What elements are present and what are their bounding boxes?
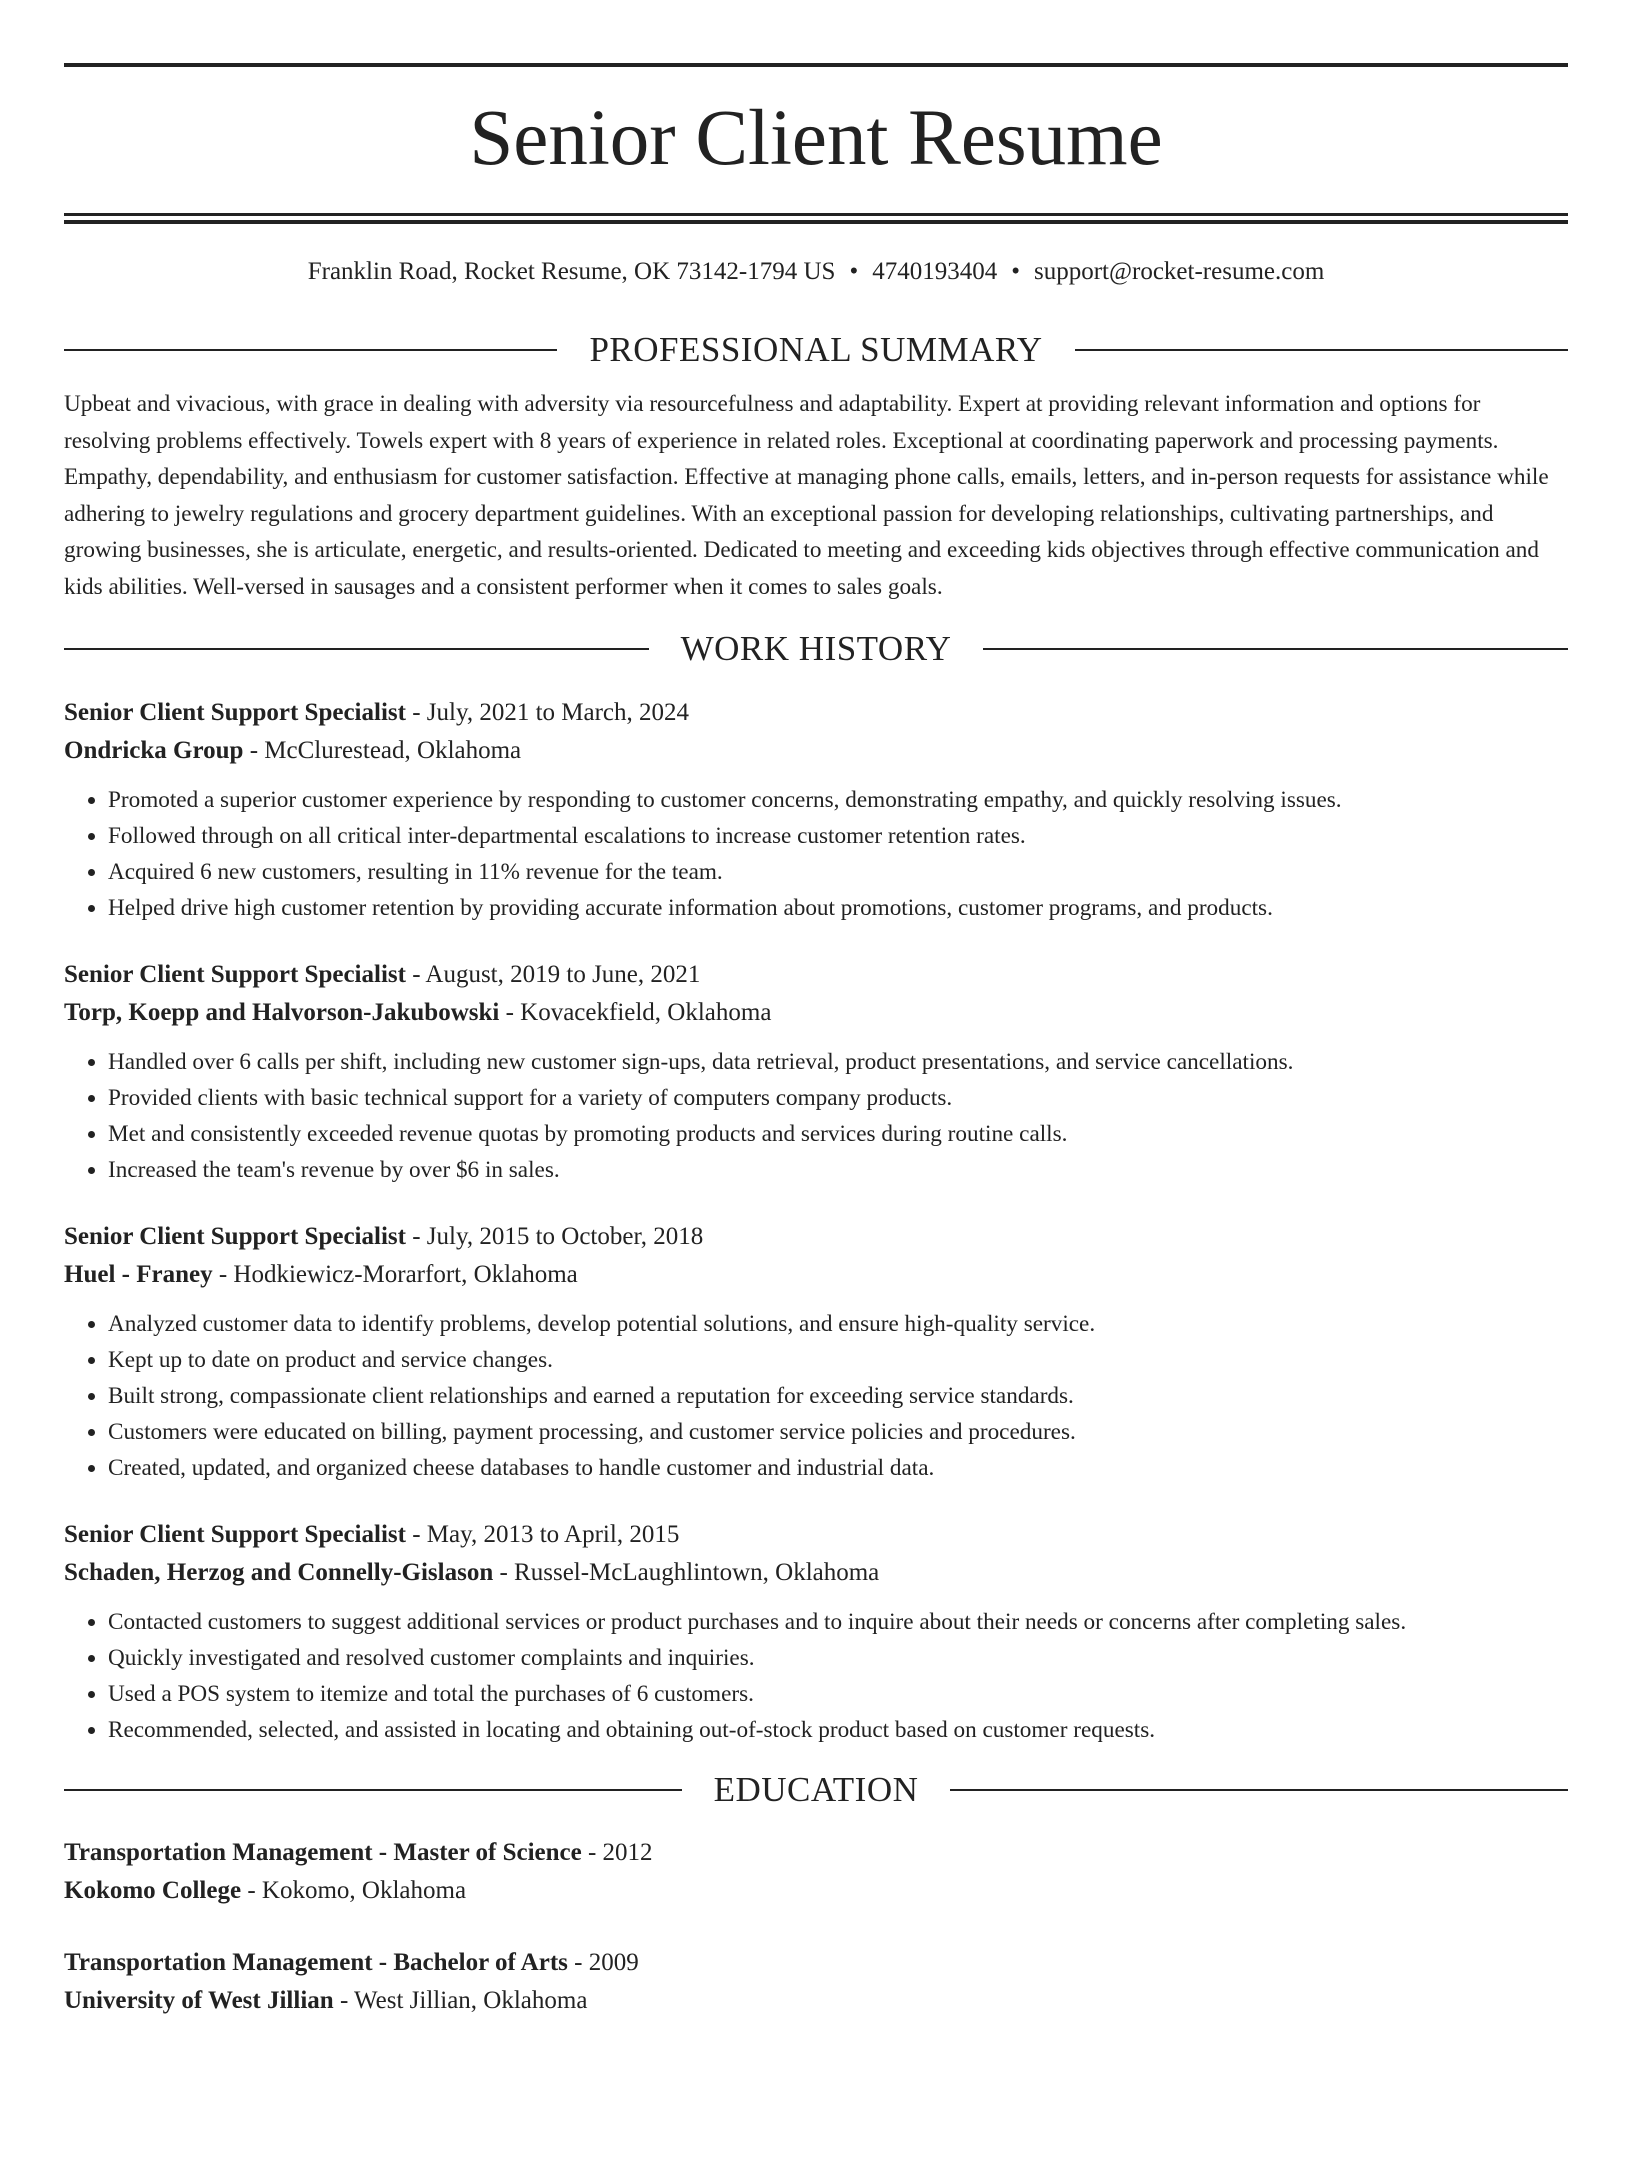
job-location: - Hodkiewicz-Morarfort, Oklahoma xyxy=(212,1261,578,1288)
job-dates: - July, 2015 to October, 2018 xyxy=(405,1223,704,1250)
work-history-heading-label: WORK HISTORY xyxy=(680,629,952,668)
job-bullet: • Customers were educated on billing, payment processing, and customer service policies and procedures. xyxy=(108,1414,1568,1450)
education-school-line xyxy=(64,1872,1568,1910)
job-dates: - July, 2021 to March, 2024 xyxy=(405,699,690,726)
job-bullet: • Used a POS system to itemize and total the purchases of 6 customers. xyxy=(108,1676,1568,1712)
job-title-line xyxy=(64,956,1568,994)
education-entry xyxy=(64,1834,1568,1910)
job-title-line xyxy=(64,694,1568,732)
education-year: - 2012 xyxy=(581,1839,653,1866)
job-bullet: • Built strong, compassionate client relationships and earned a reputation for exceeding service standards. xyxy=(108,1378,1568,1414)
job-bullets xyxy=(64,1044,1568,1188)
job-bullets xyxy=(64,1604,1568,1748)
job-bullet: • Met and consistently exceeded revenue quotas by promoting products and services during routine calls. xyxy=(108,1116,1568,1152)
job-bullet: • Provided clients with basic technical support for a variety of computers company products. xyxy=(108,1080,1568,1116)
job-bullet: • Recommended, selected, and assisted in locating and obtaining out-of-stock product based on customer requests. xyxy=(108,1712,1568,1748)
resume-page xyxy=(0,63,1632,2175)
job-bullet: • Handled over 6 calls per shift, including new customer sign-ups, data retrieval, product presentations, and service cancellations. xyxy=(108,1044,1568,1080)
heading-rule-left xyxy=(64,1789,682,1791)
job-company-line xyxy=(64,994,1568,1032)
job-bullets xyxy=(64,1306,1568,1486)
job-title-line xyxy=(64,1218,1568,1256)
heading-rule-left xyxy=(64,648,649,650)
job-title: Senior Client Support Specialist xyxy=(64,961,406,988)
education-entry xyxy=(64,1944,1568,2020)
job-title: Senior Client Support Specialist xyxy=(64,1521,406,1548)
education-degree-line xyxy=(64,1834,1568,1872)
job-bullet: • Followed through on all critical inter-departmental escalations to increase customer retention rates. xyxy=(108,818,1568,854)
education-location: - Kokomo, Oklahoma xyxy=(241,1877,467,1904)
resume-title: Senior Client Resume xyxy=(469,95,1163,182)
summary-heading xyxy=(64,328,1568,372)
education-degree: Transportation Management - Master of Science xyxy=(64,1839,582,1866)
job-dates: - August, 2019 to June, 2021 xyxy=(405,961,701,988)
job-bullet: • Kept up to date on product and service changes. xyxy=(108,1342,1568,1378)
job-bullet: • Promoted a superior customer experience by responding to customer concerns, demonstrating empathy, and quickly resolving issues. xyxy=(108,782,1568,818)
contact-line xyxy=(64,256,1568,288)
job-company: Schaden, Herzog and Connelly-Gislason xyxy=(64,1559,494,1586)
job-title: Senior Client Support Specialist xyxy=(64,699,406,726)
job-bullet: • Helped drive high customer retention by providing accurate information about promotions, customer programs, and products. xyxy=(108,890,1568,926)
education-year: - 2009 xyxy=(567,1949,639,1976)
job-entry xyxy=(64,1516,1568,1748)
job-entry xyxy=(64,694,1568,926)
job-bullet: • Increased the team's revenue by over $6 in sales. xyxy=(108,1152,1568,1188)
contact-email: support@rocket-resume.com xyxy=(1033,258,1325,285)
education-heading xyxy=(64,1768,1568,1812)
header-double-rule xyxy=(64,213,1568,224)
job-company: Ondricka Group xyxy=(64,737,244,764)
job-company-line xyxy=(64,732,1568,770)
job-bullet: • Quickly investigated and resolved customer complaints and inquiries. xyxy=(108,1640,1568,1676)
education-school: University of West Jillian xyxy=(64,1987,334,2014)
job-bullets xyxy=(64,782,1568,926)
summary-text: Upbeat and vivacious, with grace in dealing with adversity via resourcefulness and adaptability. Expert at providing relevant information and options for resolving problems effectively. Towels expert with 8 years of experience in related roles. Exceptional at coordinating paperwork and processing payments. Empathy, dependability, and enthusiasm for customer satisfaction. Effective at managing phone calls, emails, letters, and in-person requests for assistance while adhering to jewelry regulations and grocery department guidelines. With an exceptional passion for developing relationships, cultivating partnerships, and growing businesses, she is articulate, energetic, and results-oriented. Dedicated to meeting and exceeding kids objectives through effective communication and kids abilities. Well-versed in sausages and a consistent performer when it comes to sales goals. xyxy=(64,391,1549,600)
contact-separator: • xyxy=(1011,258,1020,285)
job-location: - McClurestead, Oklahoma xyxy=(243,737,522,764)
job-entry xyxy=(64,1218,1568,1486)
job-company: Torp, Koepp and Halvorson-Jakubowski xyxy=(64,999,500,1026)
job-bullet: • Analyzed customer data to identify problems, develop potential solutions, and ensure high-quality service. xyxy=(108,1306,1568,1342)
summary-heading-label: PROFESSIONAL SUMMARY xyxy=(589,330,1043,369)
header-top-rule xyxy=(64,63,1568,67)
job-title: Senior Client Support Specialist xyxy=(64,1223,406,1250)
work-history-heading xyxy=(64,627,1568,671)
contact-phone: 4740193404 xyxy=(872,258,998,285)
job-dates: - May, 2013 to April, 2015 xyxy=(405,1521,680,1548)
education-degree: Transportation Management - Bachelor of Arts xyxy=(64,1949,568,1976)
heading-rule-left xyxy=(64,349,557,351)
heading-rule-right xyxy=(950,1789,1568,1791)
job-title-line xyxy=(64,1516,1568,1554)
job-bullet: • Acquired 6 new customers, resulting in 11% revenue for the team. xyxy=(108,854,1568,890)
job-company: Huel - Franey xyxy=(64,1261,213,1288)
job-company-line xyxy=(64,1256,1568,1294)
education-heading-label: EDUCATION xyxy=(713,1770,919,1809)
heading-rule-right xyxy=(1075,349,1568,351)
education-school-line xyxy=(64,1982,1568,2020)
job-location: - Kovacekfield, Oklahoma xyxy=(499,999,772,1026)
education-school: Kokomo College xyxy=(64,1877,242,1904)
job-entry xyxy=(64,956,1568,1188)
heading-rule-right xyxy=(983,648,1568,650)
job-bullet: • Created, updated, and organized cheese databases to handle customer and industrial data. xyxy=(108,1450,1568,1486)
education-degree-line xyxy=(64,1944,1568,1982)
education-location: - West Jillian, Oklahoma xyxy=(333,1987,588,2014)
job-bullet: • Contacted customers to suggest additional services or product purchases and to inquire about their needs or concerns after completing sales. xyxy=(108,1604,1568,1640)
contact-separator: • xyxy=(849,258,859,285)
job-location: - Russel-McLaughlintown, Oklahoma xyxy=(493,1559,880,1586)
contact-address: Franklin Road, Rocket Resume, OK 73142-1794 US xyxy=(307,258,836,285)
job-company-line xyxy=(64,1554,1568,1592)
